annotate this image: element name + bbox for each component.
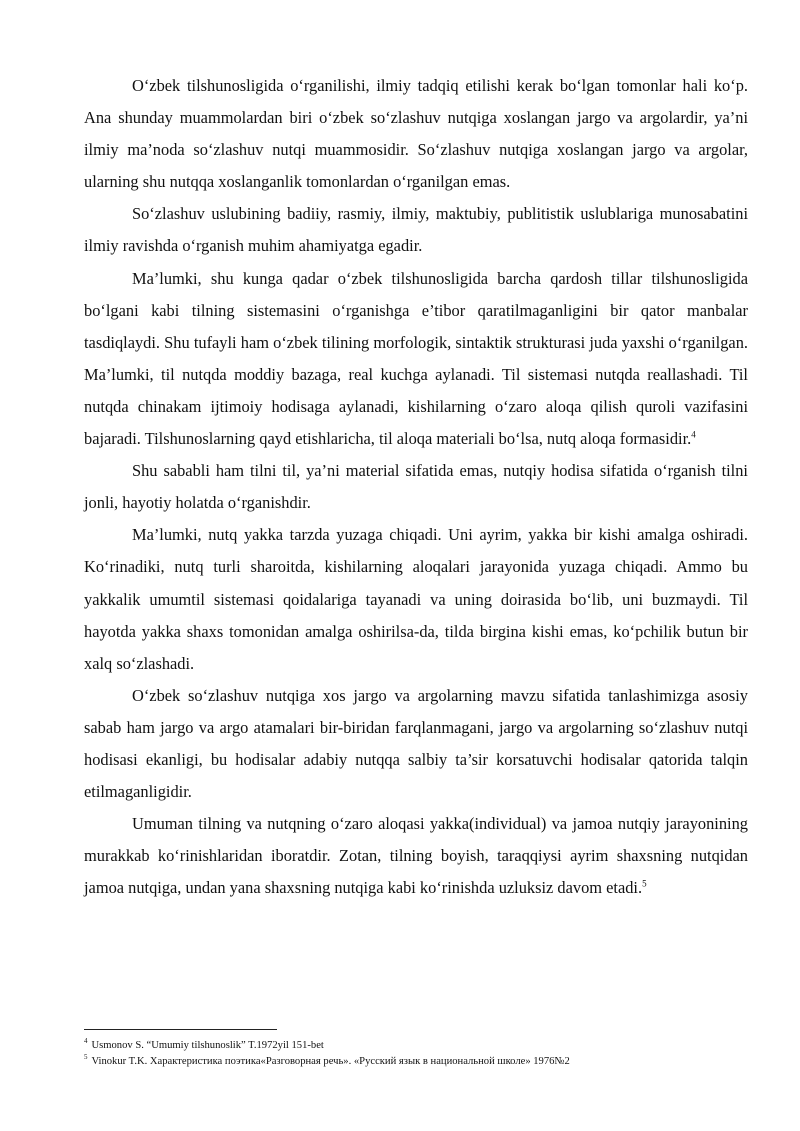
paragraph-text: Ma’lumki, nutq yakka tarzda yuzaga chiqadi. Uni ayrim, yakka bir kishi amalga oshiradi. Ko‘rinadiki, nutq turli sharoitda, kishilarning aloqalari jarayonida yuzaga chiqadi. Ammo bu yakkalik umumtil sistemasi qoidalariga tayanadi va uning doirasida bo‘lib, uni buzmaydi. Til hayotda yakka shaxs tomonidan amalga oshirilsa-da, tilda birgina kishi emas, ko‘pchilik butun bir xalq so‘zlashadi. <box>84 525 748 673</box>
footnote-ref: 5 <box>642 878 647 889</box>
paragraph-3 <box>84 263 748 456</box>
paragraph-text: O‘zbek tilshunosligida o‘rganilishi, ilmiy tadqiq etilishi kerak bo‘lgan tomonlar hali ko‘p. Ana shunday muammolardan biri o‘zbek so‘zlashuv nutqiga xoslangan jargo va argolardir, ya’ni ilmiy ma’noda so‘zlashuv nutqi muammosidir. So‘zlashuv nutqiga xoslangan jargo va argolar, ularning shu nutqqa xoslanganlik tomonlardan o‘rganilgan emas. <box>84 76 748 192</box>
body-text <box>84 70 748 904</box>
footnote-4 <box>84 1038 748 1054</box>
paragraph-text: Shu sababli ham tilni til, ya’ni material sifatida emas, nutqiy hodisa sifatida o‘rganish tilni jonli, hayotiy holatda o‘rganishdir. <box>84 461 748 513</box>
paragraph-2 <box>84 198 748 262</box>
footnote-separator <box>84 1029 277 1030</box>
footnote-number: 5 <box>84 1053 88 1062</box>
paragraph-text: Umuman tilning va nutqning o‘zaro aloqasi yakka(individual) va jamoa nutqiy jarayonining murakkab ko‘rinishlaridan iboratdir. Zotan, tilning boyish, taraqqiysi ayrim shaxsning nutqidan jamoa nutqiga, undan yana shaxsning nutqiga kabi ko‘rinishda uzluksiz davom etadi. <box>84 814 748 898</box>
footnote-text: Vinokur T.K. Характеристика поэтика«Разговорная речь». «Русский язык в национальной школе» 1976№2 <box>91 1056 570 1067</box>
paragraph-text: Ma’lumki, shu kunga qadar o‘zbek tilshunosligida barcha qardosh tillar tilshunosligida bo‘lgani kabi tilning sistemasini o‘rganishga e’tibor qaratilmaganligini bir qator manbalar tasdiqlaydi. Shu tufayli ham o‘zbek tilining morfologik, sintaktik strukturasi juda yaxshi o‘rganilgan. Ma’lumki, til nutqda moddiy bazaga, real kuchga aylanadi. Til sistemasi nutqda reallashadi. Til nutqda chinakam ijtimoiy hodisaga aylanadi, kishilarning o‘zaro aloqa qilish quroli vazifasini bajaradi. Tilshunoslarning qayd etishlaricha, til aloqa materiali bo‘lsa, nutq aloqa formasidir. <box>84 268 748 449</box>
footnote-number: 4 <box>84 1037 88 1046</box>
footnote-text: Usmonov S. “Umumiy tilshunoslik” T.1972yil 151-bet <box>91 1040 324 1051</box>
paragraph-text: O‘zbek so‘zlashuv nutqiga xos jargo va argolarning mavzu sifatida tanlashimizga asosiy sabab ham jargo va argo atamalari bir-biridan farqlanmagani, jargo va argolarning so‘zlashuv nutqi hodisasi ekanligi, bu hodisalar adabiy nutqqa salbiy ta’sir korsatuvchi hodisalar qatorida talqin etilmaganligidir. <box>84 685 748 802</box>
paragraph-6 <box>84 680 748 808</box>
paragraph-4 <box>84 455 748 519</box>
paragraph-5 <box>84 519 748 679</box>
footnote-ref: 4 <box>691 429 696 440</box>
footnotes <box>84 1029 748 1070</box>
footnote-5 <box>84 1054 748 1070</box>
paragraph-1 <box>84 70 748 198</box>
paragraph-text: So‘zlashuv uslubining badiiy, rasmiy, ilmiy, maktubiy, publitistik uslublariga munosabatini ilmiy ravishda o‘rganish muhim ahamiyatga egadir. <box>84 204 748 256</box>
paragraph-7 <box>84 808 748 904</box>
